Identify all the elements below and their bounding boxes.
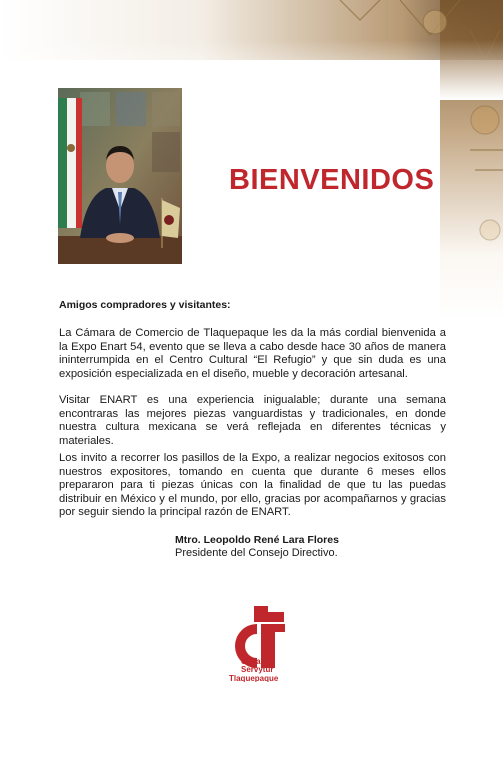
paragraph-3: Los invito a recorrer los pasillos de la Expo, a realizar negocios exitosos con nuestros expositores, tomando en cuenta que durante 6 meses ellos prepararon para ti piezas únicas con la finalidad de que tu las puedas distribuir en México y el mundo, por ello, gracias por acompañarnos y gracias por seguir siendo la principal razón de ENART. [59,452,446,519]
canaco-logo [227,606,293,682]
logo-text-tlaquepaque: Tlaquepaque [229,674,279,682]
salutation: Amigos compradores y visitantes: [59,299,231,311]
logo-text-servytur: Servytur [241,665,274,674]
signature-name: Mtro. Leopoldo René Lara Flores [175,534,339,546]
logo-text-canaco: Canaco [241,657,270,666]
portrait-photo [58,88,182,264]
page-title: BIENVENIDOS [229,164,435,196]
paragraph-2: Visitar ENART es una experiencia inigualable; durante una semana encontraras las mejores piezas vanguardistas y tradicionales, en donde nuestra cultura mexicana se verá reflejada en diferentes técnicas y materiales. [59,394,446,447]
paragraph-1: La Cámara de Comercio de Tlaquepaque les da la más cordial bienvenida a la Expo Enart 54, evento que se lleva a cabo desde hace 30 años de manera ininterrumpida en el Centro Cultural “El Refugio” y que sin duda es una exposición especializada en el diseño, mueble y decoración artesanal. [59,327,446,380]
signature-role: Presidente del Consejo Directivo. [175,547,338,559]
